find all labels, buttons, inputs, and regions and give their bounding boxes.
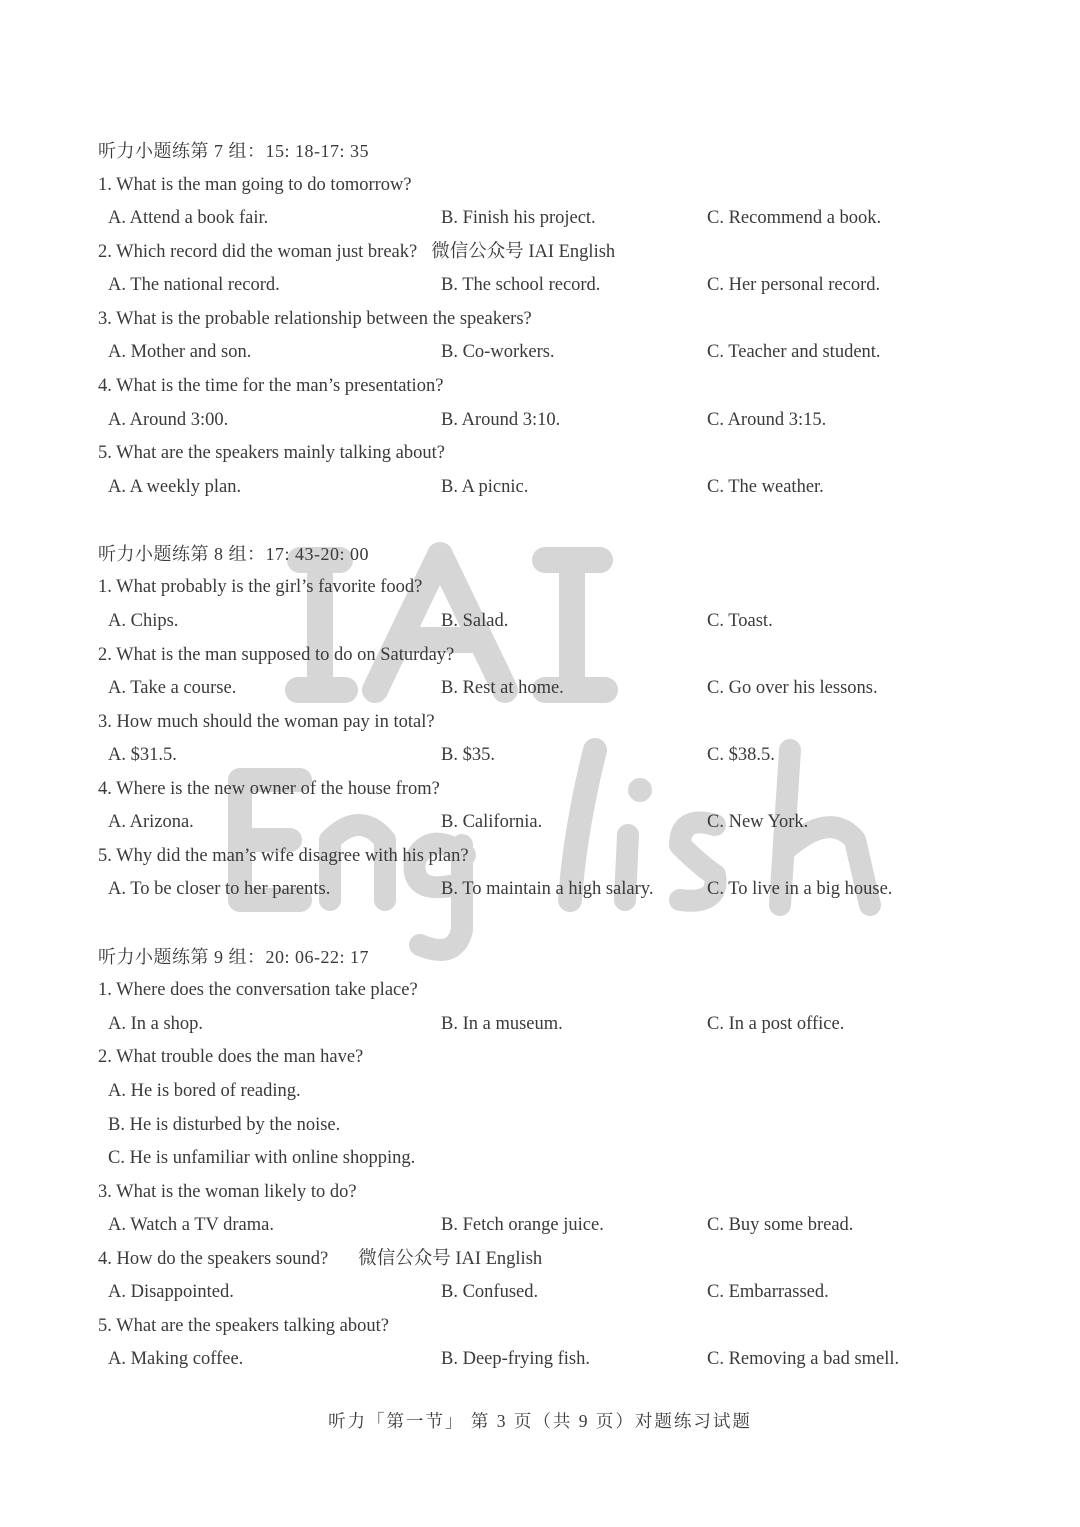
option-8-5-a: A. To be closer to her parents. <box>108 879 331 899</box>
option-9-2-c: C. He is unfamiliar with online shopping. <box>108 1148 416 1168</box>
option-7-1-a: A. Attend a book fair. <box>108 208 269 228</box>
section-title-group-7: 听力小题练第 7 组：15: 18-17: 35 <box>98 141 369 161</box>
section-title-group-8: 听力小题练第 8 组：17: 43-20: 00 <box>98 544 369 564</box>
option-7-2-a: A. The national record. <box>108 275 280 295</box>
question-8-2: 2. What is the man supposed to do on Saturday? <box>98 645 455 665</box>
option-7-3-a: A. Mother and son. <box>108 342 252 362</box>
option-9-1-c: C. In a post office. <box>707 1014 845 1034</box>
option-9-2-a: A. He is bored of reading. <box>108 1081 301 1101</box>
option-8-3-a: A. $31.5. <box>108 745 177 765</box>
option-9-3-c: C. Buy some bread. <box>707 1215 854 1235</box>
option-9-5-b: B. Deep-frying fish. <box>441 1349 590 1369</box>
option-7-3-b: B. Co-workers. <box>441 342 555 362</box>
option-9-5-a: A. Making coffee. <box>108 1349 244 1369</box>
option-8-1-c: C. Toast. <box>707 611 773 631</box>
option-7-4-a: A. Around 3:00. <box>108 410 229 430</box>
question-9-3: 3. What is the woman likely to do? <box>98 1182 357 1202</box>
option-7-2-b: B. The school record. <box>441 275 601 295</box>
page-footer: 听力「第一节」 第 3 页（共 9 页）对题练习试题 <box>328 1411 752 1431</box>
option-8-3-b: B. $35. <box>441 745 495 765</box>
question-7-5: 5. What are the speakers mainly talking about? <box>98 443 445 463</box>
option-7-2-c: C. Her personal record. <box>707 275 881 295</box>
option-9-2-b: B. He is disturbed by the noise. <box>108 1115 341 1135</box>
option-8-4-a: A. Arizona. <box>108 812 194 832</box>
option-8-1-a: A. Chips. <box>108 611 179 631</box>
option-8-4-b: B. California. <box>441 812 543 832</box>
question-8-1: 1. What probably is the girl’s favorite food? <box>98 577 423 597</box>
option-9-3-b: B. Fetch orange juice. <box>441 1215 604 1235</box>
option-7-4-b: B. Around 3:10. <box>441 410 561 430</box>
option-9-1-b: B. In a museum. <box>441 1014 563 1034</box>
option-8-4-c: C. New York. <box>707 812 809 832</box>
question-8-4: 4. Where is the new owner of the house from? <box>98 779 440 799</box>
option-8-3-c: C. $38.5. <box>707 745 775 765</box>
option-8-2-c: C. Go over his lessons. <box>707 678 878 698</box>
question-9-5: 5. What are the speakers talking about? <box>98 1316 389 1336</box>
option-7-5-c: C. The weather. <box>707 477 824 497</box>
option-8-2-b: B. Rest at home. <box>441 678 564 698</box>
question-7-1: 1. What is the man going to do tomorrow? <box>98 175 412 195</box>
option-7-5-a: A. A weekly plan. <box>108 477 242 497</box>
wechat-tag: 微信公众号 IAI English <box>431 242 616 262</box>
option-9-5-c: C. Removing a bad smell. <box>707 1349 900 1369</box>
wechat-tag: 微信公众号 IAI English <box>358 1249 543 1269</box>
question-9-4-row <box>98 1248 542 1270</box>
question-7-2-row <box>98 241 615 263</box>
option-9-4-a: A. Disappointed. <box>108 1282 234 1302</box>
option-7-3-c: C. Teacher and student. <box>707 342 881 362</box>
option-9-1-a: A. In a shop. <box>108 1014 204 1034</box>
question-9-2: 2. What trouble does the man have? <box>98 1047 364 1067</box>
option-8-5-b: B. To maintain a high salary. <box>441 879 654 899</box>
option-9-4-c: C. Embarrassed. <box>707 1282 829 1302</box>
option-7-1-c: C. Recommend a book. <box>707 208 882 228</box>
question-7-4: 4. What is the time for the man’s presentation? <box>98 376 444 396</box>
question-8-3: 3. How much should the woman pay in total? <box>98 712 435 732</box>
option-7-4-c: C. Around 3:15. <box>707 410 827 430</box>
option-7-5-b: B. A picnic. <box>441 477 529 497</box>
section-title-group-9: 听力小题练第 9 组：20: 06-22: 17 <box>98 947 369 967</box>
option-8-1-b: B. Salad. <box>441 611 509 631</box>
option-7-1-b: B. Finish his project. <box>441 208 596 228</box>
option-9-4-b: B. Confused. <box>441 1282 539 1302</box>
question-9-4: 4. How do the speakers sound? <box>98 1249 329 1269</box>
option-8-5-c: C. To live in a big house. <box>707 879 893 899</box>
option-9-3-a: A. Watch a TV drama. <box>108 1215 274 1235</box>
question-7-3: 3. What is the probable relationship between the speakers? <box>98 309 532 329</box>
question-7-2: 2. Which record did the woman just break? <box>98 242 418 262</box>
question-8-5: 5. Why did the man’s wife disagree with his plan? <box>98 846 469 866</box>
question-9-1: 1. Where does the conversation take place? <box>98 980 418 1000</box>
option-8-2-a: A. Take a course. <box>108 678 237 698</box>
